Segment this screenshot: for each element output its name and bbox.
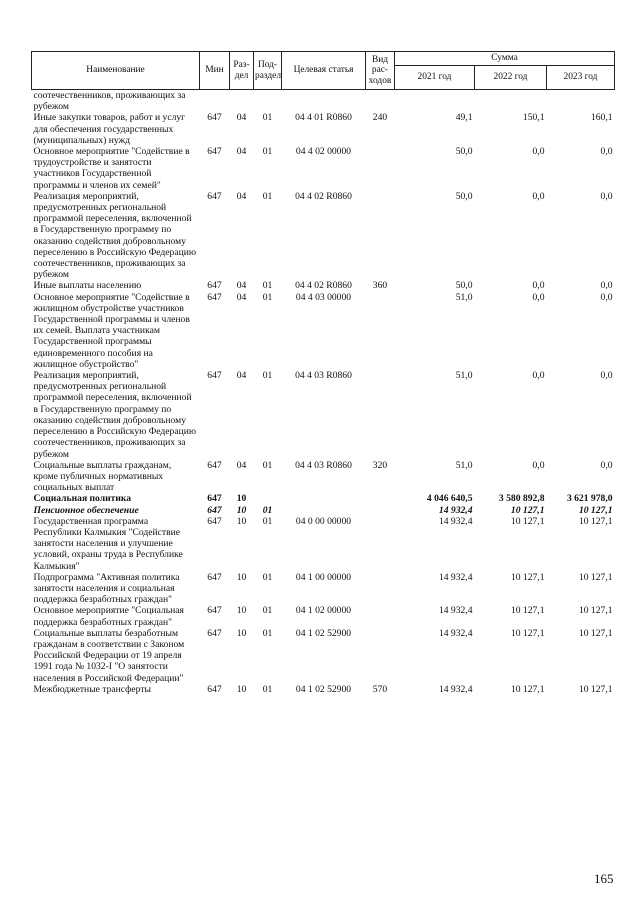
header-vid: Вид рас-ходов (366, 52, 395, 90)
header-target: Целевая статья (282, 52, 366, 90)
row-podrazdel: 01 (262, 291, 273, 303)
row-sum-2021: 49,1 (455, 112, 473, 124)
row-podrazdel: 01 (262, 370, 273, 382)
page-number: 165 (594, 871, 614, 886)
table-row (32, 605, 615, 627)
row-razdel: 10 (236, 571, 247, 583)
table-row (32, 191, 615, 281)
row-sum-2023: 160,1 (590, 112, 613, 124)
header-year-2022: 2022 год (475, 66, 547, 90)
row-sum-2022: 3 580 892,8 (498, 493, 545, 505)
row-razdel: 04 (236, 280, 247, 292)
row-min: 647 (207, 370, 222, 382)
row-min: 647 (207, 515, 222, 527)
row-min: 647 (207, 280, 222, 292)
row-razdel (230, 90, 254, 113)
row-sum-2021: 51,0 (455, 459, 473, 471)
header-min: Мин (200, 52, 230, 90)
row-min: 647 (207, 683, 222, 695)
row-podrazdel: 01 (262, 280, 273, 292)
row-vid (366, 370, 395, 460)
row-sum-2021 (395, 90, 475, 113)
row-name: Иные выплаты населению (33, 280, 142, 292)
row-podrazdel: 01 (262, 515, 273, 527)
row-sum-2023: 10 127,1 (578, 571, 613, 583)
row-podrazdel: 01 (262, 571, 273, 583)
row-vid (366, 572, 395, 606)
row-target: 04 1 02 52900 (295, 683, 352, 695)
row-sum-2022: 10 127,1 (510, 571, 545, 583)
table-row (32, 493, 615, 504)
row-sum-2022 (475, 90, 547, 113)
row-sum-2023: 0,0 (600, 190, 613, 202)
row-sum-2022: 10 127,1 (510, 515, 545, 527)
row-name: Иные закупки товаров, работ и услуг для обеспечения государственных (муниципальных) нужд (33, 112, 186, 146)
row-sum-2023: 10 127,1 (578, 504, 613, 516)
row-vid (366, 90, 395, 113)
row-sum-2021: 4 046 640,5 (426, 493, 473, 505)
row-min: 647 (207, 504, 222, 516)
row-min: 647 (207, 605, 222, 617)
row-sum-2021: 50,0 (455, 190, 473, 202)
row-vid (366, 191, 395, 281)
row-min: 647 (207, 493, 222, 505)
row-podrazdel (254, 90, 282, 113)
table-row (32, 628, 615, 684)
table-row (32, 90, 615, 113)
row-sum-2021: 14 932,4 (438, 515, 473, 527)
header-year-2023: 2023 год (547, 66, 615, 90)
row-min: 647 (207, 112, 222, 124)
row-vid (366, 292, 395, 370)
row-sum-2023: 0,0 (600, 459, 613, 471)
row-target (282, 505, 366, 516)
row-podrazdel: 01 (262, 190, 273, 202)
row-target: 04 1 00 00000 (295, 571, 352, 583)
header-name: Наименование (32, 52, 200, 90)
row-sum-2021: 50,0 (455, 280, 473, 292)
row-sum-2023: 10 127,1 (578, 605, 613, 617)
row-sum-2023: 0,0 (600, 146, 613, 158)
row-min: 647 (207, 627, 222, 639)
row-sum-2023 (547, 90, 615, 113)
row-min: 647 (207, 190, 222, 202)
row-target: 04 4 03 R0860 (295, 370, 352, 382)
row-razdel: 10 (236, 605, 247, 617)
row-target: 04 1 02 52900 (295, 627, 352, 639)
row-podrazdel: 01 (262, 459, 273, 471)
row-sum-2021: 50,0 (455, 146, 473, 158)
table-row (32, 112, 615, 146)
row-vid: 570 (372, 683, 388, 695)
row-sum-2021: 51,0 (455, 370, 473, 382)
row-target: 04 4 03 R0860 (295, 459, 352, 471)
row-sum-2021: 14 932,4 (438, 571, 473, 583)
row-name: Социальные выплаты безработным гражданам в соответствии с Законом Российской Федерации от 19 апреля 1991 года № 1032-I "О занятости населения в Российской Федерации" (33, 627, 185, 684)
row-target: 04 4 03 00000 (295, 291, 352, 303)
row-vid: 240 (372, 112, 388, 124)
table-row (32, 460, 615, 494)
row-sum-2023: 10 127,1 (578, 515, 613, 527)
row-vid (366, 505, 395, 516)
row-sum-2022: 10 127,1 (510, 627, 545, 639)
row-podrazdel: 01 (262, 683, 273, 695)
row-podrazdel: 01 (262, 112, 273, 124)
row-name: Государственная программа Республики Калмыкия "Содействие занятости населения и улучшение условий, охраны труда в Республике Калмыкия" (33, 515, 183, 572)
row-name: Реализация мероприятий, предусмотренных региональной программой переселения, включенной в Государственную программу по оказанию содействия добровольному переселению в Российскую Федерацию соотечественников, проживающих за рубежом (33, 370, 197, 460)
row-sum-2021: 14 932,4 (438, 627, 473, 639)
row-sum-2022: 0,0 (532, 459, 545, 471)
row-sum-2022: 150,1 (522, 112, 545, 124)
row-target (282, 90, 366, 113)
row-razdel: 04 (236, 146, 247, 158)
table-row (32, 684, 615, 695)
row-name: Реализация мероприятий, предусмотренных региональной программой переселения, включенной в Государственную программу по оказанию содействия добровольному переселению в Российскую Федерацию соотечественников, проживающих за рубежом (33, 190, 197, 281)
row-podrazdel: 01 (262, 146, 273, 158)
row-min: 647 (207, 291, 222, 303)
row-razdel: 10 (236, 493, 247, 505)
row-sum-2021: 14 932,4 (438, 504, 473, 516)
row-min: 647 (207, 459, 222, 471)
row-vid (366, 605, 395, 627)
row-vid (366, 628, 395, 684)
row-sum-2022: 0,0 (532, 146, 545, 158)
table-row (32, 572, 615, 606)
header-sum: Сумма (395, 52, 615, 66)
row-min: 647 (207, 146, 222, 158)
row-name: Социальная политика (33, 493, 132, 505)
row-sum-2021: 14 932,4 (438, 605, 473, 617)
row-razdel: 04 (236, 370, 247, 382)
row-sum-2023: 0,0 (600, 291, 613, 303)
row-target: 04 4 01 R0860 (295, 112, 352, 124)
row-sum-2023: 10 127,1 (578, 627, 613, 639)
row-vid (366, 493, 395, 504)
row-name: Основное мероприятие "Социальная поддержка безработных граждан" (33, 605, 184, 628)
row-razdel: 04 (236, 190, 247, 202)
row-min (200, 90, 230, 113)
row-sum-2022: 0,0 (532, 280, 545, 292)
row-sum-2023: 10 127,1 (578, 683, 613, 695)
table-row (32, 505, 615, 516)
table-row (32, 516, 615, 572)
row-sum-2022: 10 127,1 (510, 504, 545, 516)
row-sum-2023: 0,0 (600, 370, 613, 382)
row-sum-2023: 3 621 978,0 (566, 493, 613, 505)
row-vid: 360 (372, 280, 388, 292)
row-name: Социальные выплаты гражданам, кроме публичных нормативных социальных выплат (33, 459, 172, 494)
row-target: 04 1 02 00000 (295, 605, 352, 617)
row-razdel: 10 (236, 515, 247, 527)
row-target (282, 493, 366, 504)
header-razdel: Раз-дел (230, 52, 254, 90)
row-razdel: 10 (236, 683, 247, 695)
row-name: соотечественников, проживающих за рубежом (33, 90, 186, 113)
row-vid (366, 516, 395, 572)
row-razdel: 10 (236, 627, 247, 639)
row-target: 04 0 00 00000 (295, 515, 352, 527)
row-sum-2022: 0,0 (532, 291, 545, 303)
table-row (32, 146, 615, 191)
row-sum-2023: 0,0 (600, 280, 613, 292)
row-sum-2021: 51,0 (455, 291, 473, 303)
row-sum-2022: 0,0 (532, 370, 545, 382)
row-name: Межбюджетные трансферты (33, 683, 151, 695)
table-row (32, 370, 615, 460)
row-name: Основное мероприятие "Содействие в жилищном обустройстве участников Государственной программы и членов их семей. Выплата участникам Государственной программы единовременного пособия на жилищное обустройство" (33, 291, 190, 370)
row-podrazdel: 01 (262, 504, 273, 516)
header-podrazdel: Под-раздел (254, 52, 282, 90)
row-razdel: 04 (236, 459, 247, 471)
row-vid: 320 (372, 459, 388, 471)
row-vid (366, 146, 395, 191)
row-razdel: 04 (236, 291, 247, 303)
row-podrazdel: 01 (262, 605, 273, 617)
budget-table (31, 51, 615, 695)
row-podrazdel (254, 493, 282, 504)
row-razdel: 04 (236, 112, 247, 124)
row-name: Основное мероприятие "Содействие в трудоустройстве и занятости участников Государственной программы и членов их семей" (33, 146, 190, 191)
table-row (32, 280, 615, 291)
table-row (32, 292, 615, 370)
row-sum-2022: 10 127,1 (510, 605, 545, 617)
row-sum-2022: 0,0 (532, 190, 545, 202)
row-min: 647 (207, 571, 222, 583)
row-target: 04 4 02 00000 (295, 146, 352, 158)
row-target: 04 4 02 R0860 (295, 280, 352, 292)
row-podrazdel: 01 (262, 627, 273, 639)
row-name: Подпрограмма "Активная политика занятости населения и социальная поддержка безработных граждан" (33, 571, 180, 606)
row-sum-2022: 10 127,1 (510, 683, 545, 695)
row-name: Пенсионное обеспечение (33, 504, 139, 516)
row-sum-2021: 14 932,4 (438, 683, 473, 695)
row-razdel: 10 (236, 504, 247, 516)
header-year-2021: 2021 год (395, 66, 475, 90)
row-target: 04 4 02 R0860 (295, 190, 352, 202)
